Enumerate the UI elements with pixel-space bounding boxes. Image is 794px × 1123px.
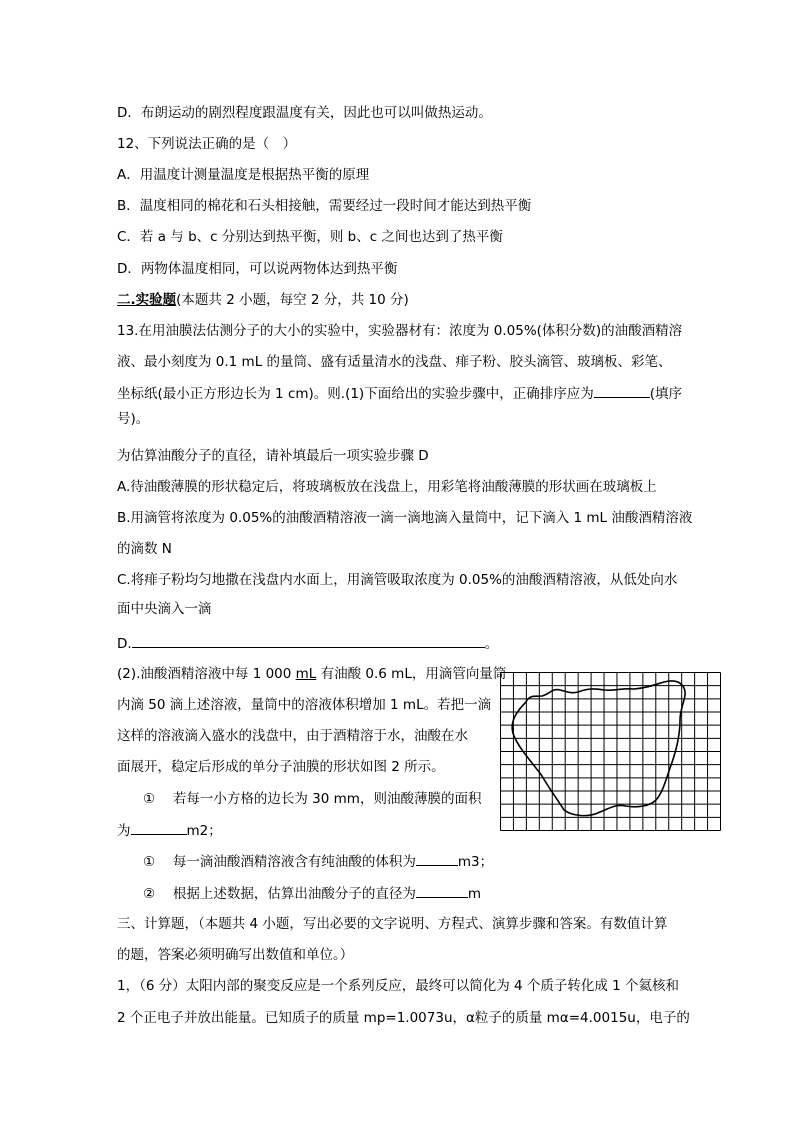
part-2-line-1	[117, 665, 506, 683]
q13-text-tail: (填序	[649, 386, 682, 402]
calc-q1-line-2: 2 个正电子并放出能量。已知质子的质量 mp=1.0073u，α粒子的质量 mα=4.0015u，电子的	[117, 1010, 690, 1026]
part-2-text-a: (2).油酸酒精溶液中每 1 000	[117, 666, 296, 682]
part-2-line-2: 内滴 50 滴上述溶液，量筒中的溶液体积增加 1 mL。若把一滴	[117, 697, 492, 713]
option-c: C．若 a 与 b、c 分别达到热平衡，则 b、c 之间也达到了热平衡	[117, 229, 503, 245]
part-2-line-3: 这样的溶液滴入盛水的浅盘中，由于酒精溶于水，油酸在水	[117, 728, 468, 744]
step-a: A.待油酸薄膜的形状稳定后，将玻璃板放在浅盘上，用彩笔将油酸薄膜的形状画在玻璃板上	[117, 479, 657, 495]
subq-3-unit: m	[467, 886, 482, 902]
option-b: B．温度相同的棉花和石头相接触，需要经过一段时间才能达到热平衡	[117, 198, 532, 214]
option-d-q11: D．布朗运动的剧烈程度跟温度有关，因此也可以叫做热运动。	[117, 105, 492, 121]
subq-1: ① 若每一小方格的边长为 30 mm，则油酸薄膜的面积	[143, 791, 482, 807]
q13-instruction: 为估算油酸分子的直径，请补填最后一项实验步骤 D	[117, 448, 429, 464]
step-c-line-2: 面中央滴入一滴	[117, 601, 212, 617]
step-b-line-1: B.用滴管将浓度为 0.05%的油酸酒精溶液一滴一滴地滴入量筒中，记下滴入 1 mL 油酸酒精溶液	[117, 510, 693, 526]
part-2-unit: mL	[295, 666, 317, 682]
subq-2-text: ① 每一滴油酸酒精溶液含有纯油酸的体积为	[143, 854, 416, 870]
subq-3	[143, 884, 481, 903]
subq-1-prefix: 为	[117, 823, 131, 839]
oil-film-outline	[512, 681, 685, 816]
option-d: D．两物体温度相同，可以说两物体达到热平衡	[117, 261, 398, 277]
subq-1-answer	[117, 821, 222, 840]
calc-q1-line-1: 1，（6 分）太阳内部的聚变反应是一个系列反应，最终可以简化为 4 个质子转化成 1 个氦核和	[117, 978, 680, 994]
subq-2-unit: m3；	[457, 854, 494, 870]
answer-blank-order[interactable]	[594, 384, 650, 398]
part-2-text-b: 有油酸 0.6 mL，用滴管向量筒	[316, 666, 507, 682]
step-c-line-1: C.将痱子粉均匀地撒在浅盘内水面上，用滴管吸取浓度为 0.05%的油酸酒精溶液，从低处向水	[117, 572, 678, 588]
answer-blank-step-d[interactable]	[132, 634, 485, 648]
section-note: (本题共 2 小题，每空 2 分，共 10 分)	[176, 292, 409, 308]
answer-blank-volume[interactable]	[416, 852, 458, 866]
part-2-line-4: 面展开，稳定后形成的单分子油膜的形状如图 2 所示。	[117, 759, 445, 775]
answer-blank-area[interactable]	[131, 821, 187, 835]
q13-line-3	[117, 384, 682, 403]
q13-line-4: 号)。	[117, 411, 150, 427]
section-2-heading	[117, 291, 409, 309]
q13-line-1: 13.在用油膜法估测分子的大小的实验中，实验器材有：浓度为 0.05%(体积分数)的油酸酒精溶	[117, 323, 683, 339]
answer-blank-diameter[interactable]	[416, 884, 468, 898]
section-title: 二.实验题	[117, 292, 177, 308]
option-a: A．用温度计测量温度是根据热平衡的原理	[117, 167, 370, 183]
section-3-line-1: 三、计算题，（本题共 4 小题，写出必要的文字说明、方程式、演算步骤和答案。有数值计算	[117, 916, 668, 932]
subq-2	[143, 852, 493, 871]
subq-1-unit: m2；	[186, 823, 222, 839]
subq-3-text: ② 根据上述数据，估算出油酸分子的直径为	[143, 886, 416, 902]
oil-film-grid-figure	[500, 672, 722, 832]
step-d-end: 。	[484, 636, 499, 652]
section-3-line-2: 的题，答案必须明确写出数值和单位。）	[117, 947, 354, 963]
step-d-label: D.	[117, 636, 132, 652]
step-b-line-2: 的滴数 N	[117, 541, 172, 557]
step-d	[117, 634, 498, 653]
q13-text: 坐标纸(最小正方形边长为 1 cm)。则.(1)下面给出的实验步骤中，正确排序应为	[117, 386, 594, 402]
question-12-stem: 12、下列说法正确的是（ ）	[117, 136, 297, 152]
q13-line-2: 液、最小刻度为 0.1 mL 的量筒、盛有适量清水的浅盘、痱子粉、胶头滴管、玻璃板、彩笔、	[117, 354, 672, 370]
